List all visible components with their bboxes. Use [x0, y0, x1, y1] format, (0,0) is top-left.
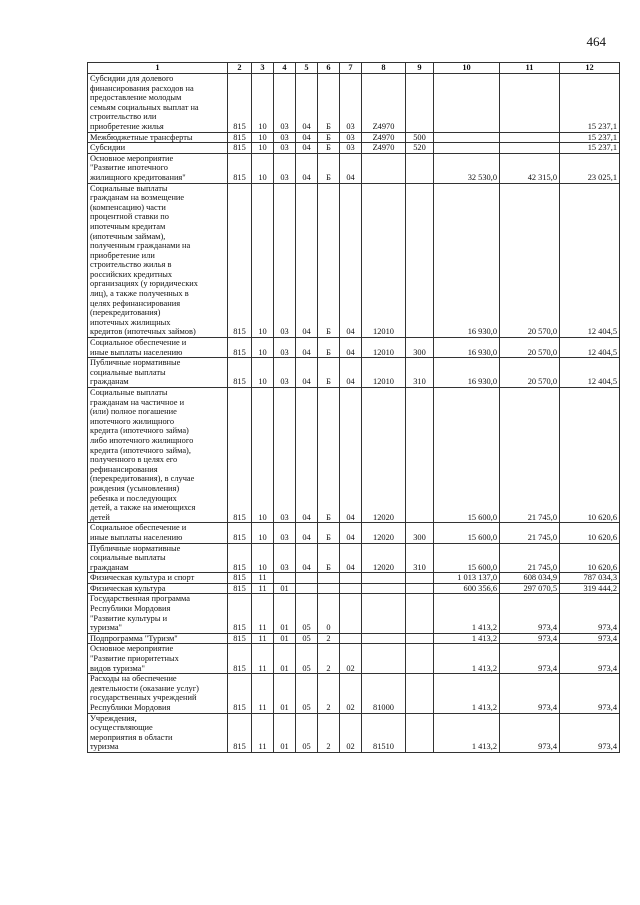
header-row	[88, 63, 620, 74]
code-cell: 520	[406, 143, 434, 154]
code-cell: 01	[274, 644, 296, 674]
table-row	[88, 358, 620, 388]
code-cell: 03	[274, 523, 296, 543]
code-cell: 04	[340, 523, 362, 543]
amount-cell: 21 745,0	[500, 543, 560, 573]
amount-cell: 16 930,0	[434, 338, 500, 358]
table-row	[88, 543, 620, 573]
code-cell: 11	[252, 713, 274, 752]
amount-cell	[434, 143, 500, 154]
amount-cell	[500, 132, 560, 143]
code-cell: 11	[252, 583, 274, 594]
code-cell: 11	[252, 633, 274, 644]
amount-cell	[434, 74, 500, 133]
code-cell: 2	[318, 633, 340, 644]
code-cell: 12020	[362, 388, 406, 523]
row-name-cell: Основное мероприятие "Развитие ипотечного жилищного кредитования"	[88, 153, 228, 183]
code-cell	[362, 153, 406, 183]
code-cell: 03	[340, 74, 362, 133]
code-cell: 03	[274, 183, 296, 338]
code-cell	[362, 644, 406, 674]
code-cell: 2	[318, 674, 340, 713]
code-cell: 04	[296, 338, 318, 358]
col-header: 8	[362, 63, 406, 74]
amount-cell: 787 034,3	[560, 573, 620, 584]
code-cell	[406, 74, 434, 133]
table-row	[88, 594, 620, 633]
amount-cell: 32 530,0	[434, 153, 500, 183]
code-cell: 04	[296, 523, 318, 543]
code-cell	[406, 594, 434, 633]
col-header: 9	[406, 63, 434, 74]
code-cell: 81000	[362, 674, 406, 713]
code-cell: 04	[340, 153, 362, 183]
code-cell: 815	[228, 713, 252, 752]
code-cell: 815	[228, 633, 252, 644]
code-cell	[340, 594, 362, 633]
code-cell: 05	[296, 644, 318, 674]
code-cell: 300	[406, 338, 434, 358]
code-cell: Б	[318, 358, 340, 388]
row-name-cell: Субсидии для долевого финансирования расходов на предоставление молодым семьям социальных выплат на строительство или приобретение жилья	[88, 74, 228, 133]
code-cell: 03	[274, 543, 296, 573]
amount-cell: 23 025,1	[560, 153, 620, 183]
code-cell: 11	[252, 674, 274, 713]
code-cell	[406, 583, 434, 594]
code-cell: 815	[228, 674, 252, 713]
code-cell: 815	[228, 338, 252, 358]
code-cell	[406, 633, 434, 644]
amount-cell: 20 570,0	[500, 338, 560, 358]
code-cell	[406, 674, 434, 713]
row-name-cell: Субсидии	[88, 143, 228, 154]
code-cell: Б	[318, 74, 340, 133]
code-cell: 03	[274, 74, 296, 133]
code-cell: 10	[252, 358, 274, 388]
amount-cell: 973,4	[500, 644, 560, 674]
code-cell: Z4970	[362, 74, 406, 133]
code-cell: 815	[228, 143, 252, 154]
code-cell: 2	[318, 644, 340, 674]
code-cell: 04	[296, 388, 318, 523]
col-header: 6	[318, 63, 340, 74]
code-cell: 03	[274, 143, 296, 154]
code-cell: 04	[340, 388, 362, 523]
amount-cell: 973,4	[500, 633, 560, 644]
code-cell: 815	[228, 583, 252, 594]
amount-cell: 16 930,0	[434, 183, 500, 338]
col-header: 11	[500, 63, 560, 74]
row-name-cell: Социальное обеспечение и иные выплаты населению	[88, 338, 228, 358]
table-row	[88, 143, 620, 154]
code-cell	[296, 583, 318, 594]
amount-cell: 10 620,6	[560, 388, 620, 523]
table-row	[88, 388, 620, 523]
code-cell: Б	[318, 388, 340, 523]
amount-cell: 21 745,0	[500, 388, 560, 523]
table-row	[88, 644, 620, 674]
code-cell: 04	[296, 132, 318, 143]
code-cell: 815	[228, 358, 252, 388]
amount-cell: 16 930,0	[434, 358, 500, 388]
code-cell: 10	[252, 153, 274, 183]
code-cell	[362, 633, 406, 644]
code-cell: 12020	[362, 523, 406, 543]
amount-cell: 20 570,0	[500, 183, 560, 338]
amount-cell: 319 444,2	[560, 583, 620, 594]
code-cell: 03	[274, 358, 296, 388]
code-cell: 01	[274, 633, 296, 644]
code-cell: 815	[228, 543, 252, 573]
code-cell: 500	[406, 132, 434, 143]
amount-cell: 608 034,9	[500, 573, 560, 584]
row-name-cell: Учреждения, осуществляющие мероприятия в области туризма	[88, 713, 228, 752]
amount-cell: 15 600,0	[434, 523, 500, 543]
code-cell: 02	[340, 674, 362, 713]
code-cell: 02	[340, 644, 362, 674]
code-cell: 815	[228, 523, 252, 543]
code-cell	[318, 573, 340, 584]
budget-table	[87, 62, 620, 753]
code-cell	[406, 183, 434, 338]
amount-cell: 15 600,0	[434, 388, 500, 523]
code-cell: 03	[340, 143, 362, 154]
code-cell: 12010	[362, 338, 406, 358]
amount-cell: 973,4	[560, 713, 620, 752]
code-cell: 10	[252, 143, 274, 154]
table-row	[88, 338, 620, 358]
code-cell: Z4970	[362, 143, 406, 154]
amount-cell: 1 413,2	[434, 644, 500, 674]
code-cell: 10	[252, 74, 274, 133]
amount-cell: 10 620,6	[560, 523, 620, 543]
amount-cell: 1 413,2	[434, 594, 500, 633]
table-row	[88, 153, 620, 183]
col-header: 7	[340, 63, 362, 74]
code-cell	[274, 573, 296, 584]
row-name-cell: Публичные нормативные социальные выплаты гражданам	[88, 358, 228, 388]
code-cell: 05	[296, 633, 318, 644]
code-cell: 04	[340, 358, 362, 388]
code-cell: 10	[252, 183, 274, 338]
code-cell: Б	[318, 153, 340, 183]
row-name-cell: Государственная программа Республики Мордовия "Развитие культуры и туризма"	[88, 594, 228, 633]
code-cell: 300	[406, 523, 434, 543]
amount-cell: 973,4	[560, 633, 620, 644]
amount-cell: 15 237,1	[560, 132, 620, 143]
amount-cell: 1 413,2	[434, 674, 500, 713]
code-cell: 04	[340, 543, 362, 573]
code-cell: 10	[252, 388, 274, 523]
code-cell: 04	[296, 153, 318, 183]
amount-cell: 10 620,6	[560, 543, 620, 573]
code-cell: 310	[406, 358, 434, 388]
col-header: 4	[274, 63, 296, 74]
amount-cell: 15 237,1	[560, 74, 620, 133]
amount-cell: 1 413,2	[434, 633, 500, 644]
code-cell: Z4970	[362, 132, 406, 143]
code-cell: 10	[252, 543, 274, 573]
code-cell	[362, 583, 406, 594]
code-cell: 03	[274, 388, 296, 523]
row-name-cell: Межбюджетные трансферты	[88, 132, 228, 143]
code-cell: 815	[228, 183, 252, 338]
row-name-cell: Подпрограмма "Туризм"	[88, 633, 228, 644]
row-name-cell: Социальные выплаты гражданам на возмещение (компенсацию) части процентной ставки по ипотечным кредитам (ипотечным займам), полученным гражданами на приобретение или строительство жилья в российских кредитных организациях (у юридических лиц), а также полученных в целях рефинансирования (перекредитования) ипотечных жилищных кредитов (ипотечных займов)	[88, 183, 228, 338]
table-row	[88, 633, 620, 644]
code-cell: Б	[318, 523, 340, 543]
row-name-cell: Физическая культура	[88, 583, 228, 594]
page-number: 464	[586, 34, 606, 49]
code-cell: 0	[318, 594, 340, 633]
code-cell: Б	[318, 143, 340, 154]
amount-cell: 1 013 137,0	[434, 573, 500, 584]
code-cell: 05	[296, 594, 318, 633]
code-cell: Б	[318, 338, 340, 358]
code-cell	[340, 573, 362, 584]
code-cell: 815	[228, 388, 252, 523]
code-cell: 04	[296, 74, 318, 133]
col-header: 10	[434, 63, 500, 74]
code-cell: 11	[252, 644, 274, 674]
col-header: 12	[560, 63, 620, 74]
code-cell	[406, 573, 434, 584]
code-cell: 815	[228, 594, 252, 633]
col-header: 2	[228, 63, 252, 74]
amount-cell: 20 570,0	[500, 358, 560, 388]
code-cell: 03	[274, 132, 296, 143]
code-cell: 10	[252, 132, 274, 143]
row-name-cell: Физическая культура и спорт	[88, 573, 228, 584]
table-row	[88, 183, 620, 338]
code-cell	[406, 713, 434, 752]
code-cell: 81510	[362, 713, 406, 752]
table-row	[88, 674, 620, 713]
amount-cell: 973,4	[560, 594, 620, 633]
code-cell: 11	[252, 573, 274, 584]
amount-cell: 12 404,5	[560, 183, 620, 338]
code-cell	[362, 573, 406, 584]
code-cell: Б	[318, 183, 340, 338]
amount-cell	[434, 132, 500, 143]
code-cell: 05	[296, 713, 318, 752]
row-name-cell: Социальное обеспечение и иные выплаты населению	[88, 523, 228, 543]
code-cell: 01	[274, 674, 296, 713]
code-cell: 04	[296, 143, 318, 154]
code-cell: 310	[406, 543, 434, 573]
code-cell: 12020	[362, 543, 406, 573]
col-header: 3	[252, 63, 274, 74]
amount-cell	[500, 143, 560, 154]
code-cell: 03	[340, 132, 362, 143]
code-cell: 03	[274, 338, 296, 358]
row-name-cell: Публичные нормативные социальные выплаты гражданам	[88, 543, 228, 573]
code-cell: 02	[340, 713, 362, 752]
code-cell: 12010	[362, 183, 406, 338]
code-cell: 2	[318, 713, 340, 752]
amount-cell: 15 237,1	[560, 143, 620, 154]
col-header: 1	[88, 63, 228, 74]
code-cell: 815	[228, 74, 252, 133]
amount-cell: 15 600,0	[434, 543, 500, 573]
amount-cell: 12 404,5	[560, 338, 620, 358]
code-cell: 815	[228, 644, 252, 674]
amount-cell: 21 745,0	[500, 523, 560, 543]
code-cell	[406, 644, 434, 674]
amount-cell: 297 070,5	[500, 583, 560, 594]
table-row	[88, 583, 620, 594]
code-cell: 04	[340, 183, 362, 338]
code-cell: 01	[274, 713, 296, 752]
code-cell	[340, 583, 362, 594]
code-cell: 01	[274, 594, 296, 633]
amount-cell	[500, 74, 560, 133]
code-cell	[318, 583, 340, 594]
code-cell: 04	[296, 358, 318, 388]
amount-cell: 42 315,0	[500, 153, 560, 183]
amount-cell: 1 413,2	[434, 713, 500, 752]
code-cell: Б	[318, 132, 340, 143]
table-row	[88, 523, 620, 543]
table-row	[88, 573, 620, 584]
code-cell: 04	[340, 338, 362, 358]
amount-cell: 973,4	[500, 713, 560, 752]
amount-cell: 973,4	[560, 644, 620, 674]
amount-cell: 12 404,5	[560, 358, 620, 388]
code-cell: 10	[252, 338, 274, 358]
code-cell: 12010	[362, 358, 406, 388]
col-header: 5	[296, 63, 318, 74]
row-name-cell: Расходы на обеспечение деятельности (оказание услуг) государственных учреждений Республики Мордовия	[88, 674, 228, 713]
code-cell	[340, 633, 362, 644]
amount-cell: 600 356,6	[434, 583, 500, 594]
code-cell: 815	[228, 132, 252, 143]
amount-cell: 973,4	[560, 674, 620, 713]
code-cell: 11	[252, 594, 274, 633]
amount-cell: 973,4	[500, 674, 560, 713]
code-cell: Б	[318, 543, 340, 573]
code-cell	[406, 153, 434, 183]
row-name-cell: Социальные выплаты гражданам на частичное и (или) полное погашение ипотечного жилищного кредита (ипотечного займа) либо ипотечного жилищного кредита (ипотечного займа), полученного в целях его рефинансирования (перекредитования), в случае рождения (усыновления) ребенка и последующих детей, а также на имеющихся детей	[88, 388, 228, 523]
table-row	[88, 713, 620, 752]
code-cell: 05	[296, 674, 318, 713]
code-cell: 04	[296, 543, 318, 573]
code-cell	[406, 388, 434, 523]
code-cell: 01	[274, 583, 296, 594]
code-cell	[362, 594, 406, 633]
code-cell: 815	[228, 153, 252, 183]
code-cell: 04	[296, 183, 318, 338]
code-cell: 03	[274, 153, 296, 183]
code-cell: 815	[228, 573, 252, 584]
code-cell: 10	[252, 523, 274, 543]
table-row	[88, 132, 620, 143]
table-row	[88, 74, 620, 133]
row-name-cell: Основное мероприятие "Развитие приоритетных видов туризма"	[88, 644, 228, 674]
code-cell	[296, 573, 318, 584]
amount-cell: 973,4	[500, 594, 560, 633]
